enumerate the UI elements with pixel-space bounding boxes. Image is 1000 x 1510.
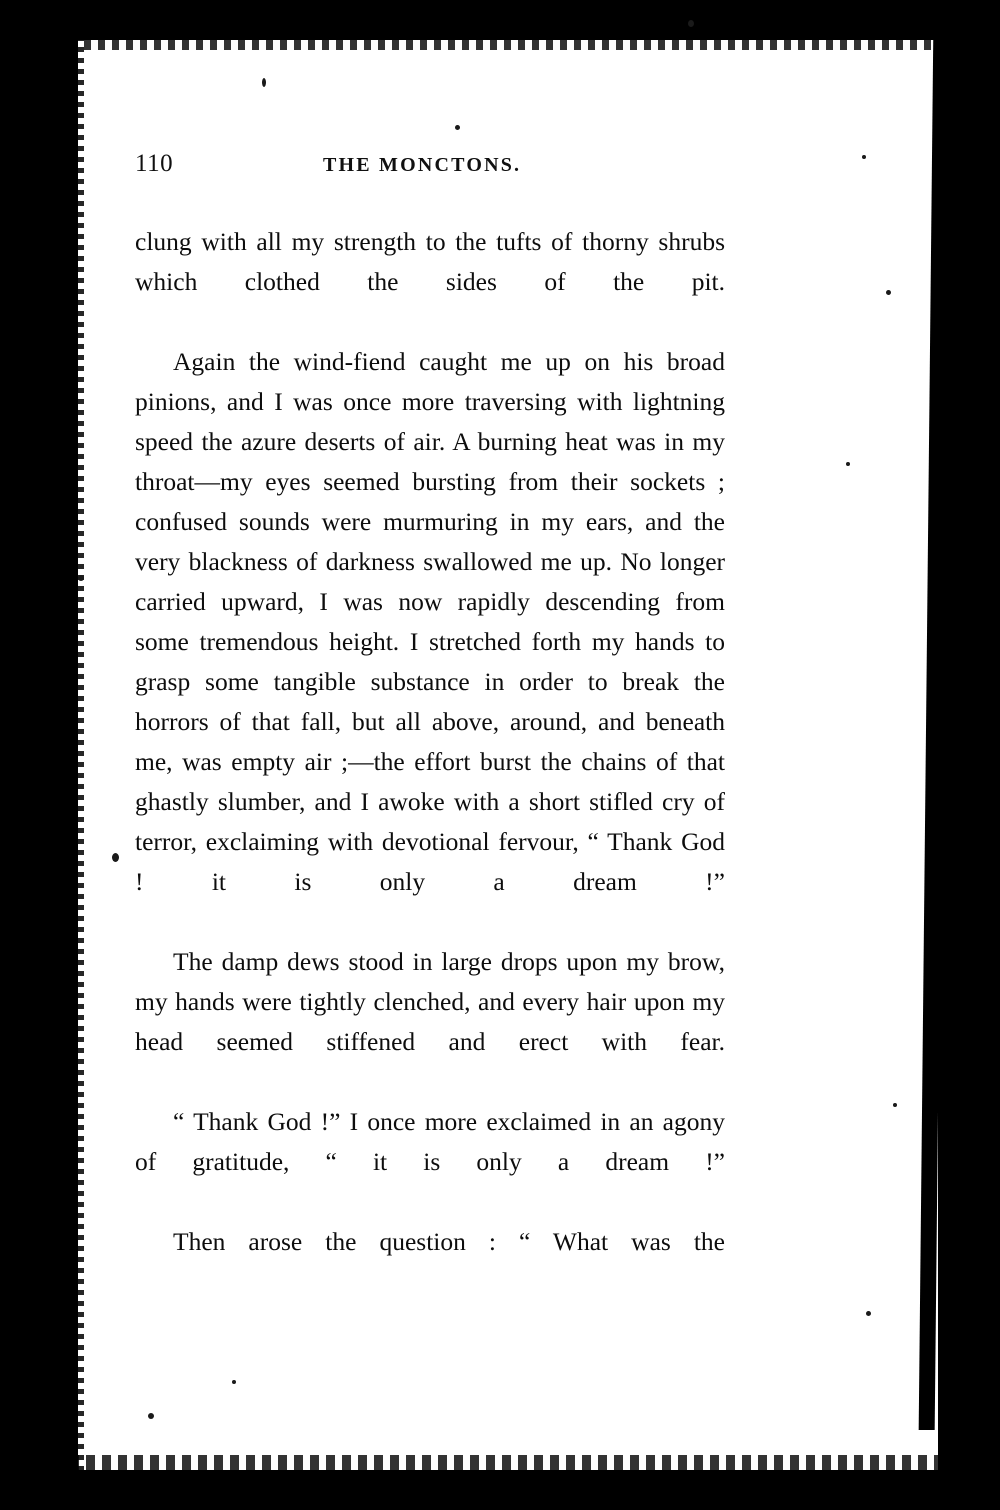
- page-text-block: [135, 150, 725, 1302]
- scan-speck: [893, 1103, 897, 1107]
- scan-speck: [78, 575, 84, 581]
- paragraph: Then arose the question : “ What was the: [173, 1227, 725, 1256]
- paragraph: clung with all my strength to the tufts of thorny shrubs which clothed the sides of the pit.: [135, 227, 725, 296]
- scan-speck: [862, 155, 866, 159]
- page-edge-left: [62, 36, 84, 1476]
- running-title: THE MONCTONS.: [323, 154, 522, 176]
- paragraph: “ Thank God !” I once more exclaimed in an agony of gratitude, “ it is only a dream !”: [135, 1107, 725, 1176]
- scan-speck: [455, 125, 460, 130]
- page-edge-top: [70, 34, 940, 50]
- scan-speck: [262, 78, 266, 87]
- paragraph: The damp dews stood in large drops upon my brow, my hands were tightly clenched, and every hair upon my head seemed stiffened and erect with fear.: [135, 947, 725, 1056]
- scan-speck: [886, 290, 891, 295]
- scan-speck: [846, 462, 850, 466]
- page-header: [135, 150, 725, 178]
- page-edge-bottom: [70, 1455, 940, 1473]
- scan-speck: [232, 1380, 236, 1384]
- scan-speck: [112, 853, 119, 862]
- scan-speck: [688, 20, 694, 27]
- paragraph: Again the wind-fiend caught me up on his broad pinions, and I was once more traversing with lightning speed the azure deserts of air. A burning heat was in my throat—my eyes seemed bursting from their sockets ; confused sounds were murmuring in my ears, and the very blackness of darkness swallowed me up. No longer carried upward, I was now rapidly descending from some tremendous height. I stretched forth my hands to grasp some tangible substance in order to break the horrors of that fall, but all above, around, and beneath me, was empty air ;—the effort burst the chains of that ghastly slumber, and I awoke with a short stifled cry of terror, exclaiming with devotional fervour, “ Thank God ! it is only a dream !”: [135, 347, 725, 896]
- page-number: 110: [135, 150, 174, 177]
- page-gutter-right: [940, 0, 1000, 1510]
- scan-speck: [866, 1311, 871, 1316]
- scan-speck: [148, 1413, 154, 1419]
